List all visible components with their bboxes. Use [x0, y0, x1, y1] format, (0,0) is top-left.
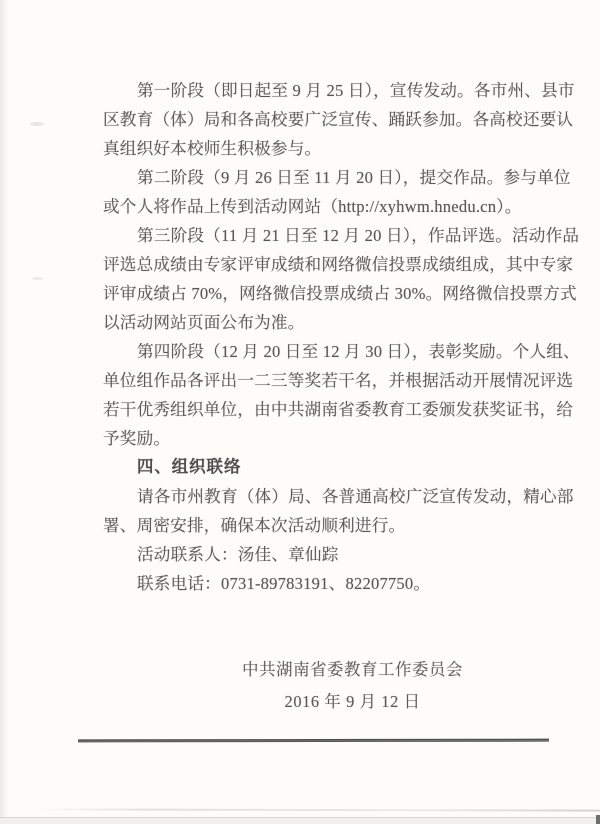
- scan-artifact-streak: [35, 808, 600, 811]
- paragraph-line: 真组织好本校师生积极参与。: [103, 139, 322, 158]
- paragraph-line: 署、周密安排，确保本次活动顺利进行。: [103, 516, 406, 535]
- document-body: [103, 76, 580, 598]
- signature-date: 2016 年 9 月 12 日: [284, 692, 421, 711]
- scan-smudge: [32, 277, 43, 280]
- paragraph-line: 第二阶段（9 月 26 日至 11 月 20 日），提交作品。参与单位: [137, 168, 571, 187]
- paragraph-line: 请各市州教育（体）局、各普通高校广泛宣传发动，精心部: [137, 487, 574, 506]
- paragraph-line: 若干优秀组织单位，由中共湖南省委教育工委颁发获奖证书，给: [103, 400, 574, 419]
- paragraph-line: 第四阶段（12 月 20 日至 12 月 30 日），表彰奖励。个人组、: [137, 342, 580, 361]
- footer-divider-line: [78, 739, 549, 743]
- contact-person-line: 活动联系人：汤佳、章仙踪: [137, 545, 339, 564]
- paragraph-line: 或个人将作品上传到活动网站（http://xyhwm.hnedu.cn）。: [103, 197, 522, 216]
- scan-smudge: [30, 122, 44, 126]
- scan-corner-mark: [596, 815, 600, 824]
- section-heading: 四、组织联络: [137, 458, 242, 476]
- paragraph-line: 予奖励。: [103, 429, 171, 448]
- scan-bottom-edge: [0, 817, 600, 824]
- paragraph-line: 第一阶段（即日起至 9 月 25 日），宣传发动。各市州、县市: [137, 81, 575, 100]
- scan-left-edge-shadow: [0, 0, 8, 824]
- paragraph-line: 评审成绩占 70%，网络微信投票成绩占 30%。网络微信投票方式: [103, 284, 577, 303]
- paragraph-line: 区教育（体）局和各高校要广泛宣传、踊跃参加。各高校还要认: [103, 110, 574, 129]
- signature-block: [242, 654, 463, 718]
- signature-organization: 中共湖南省委教育工作委员会: [242, 660, 463, 679]
- paragraph-line: 评选总成绩由专家评审成绩和网络微信投票成绩组成，其中专家: [103, 255, 574, 274]
- contact-phone-line: 联系电话：0731-89783191、82207750。: [137, 574, 431, 593]
- paragraph-line: 单位组作品各评出一二三等奖若干名，并根据活动开展情况评选: [103, 371, 574, 390]
- paragraph-line: 第三阶段（11 月 21 日至 12 月 20 日），作品评选。活动作品: [137, 226, 580, 245]
- paragraph-line: 以活动网站页面公布为准。: [103, 313, 305, 332]
